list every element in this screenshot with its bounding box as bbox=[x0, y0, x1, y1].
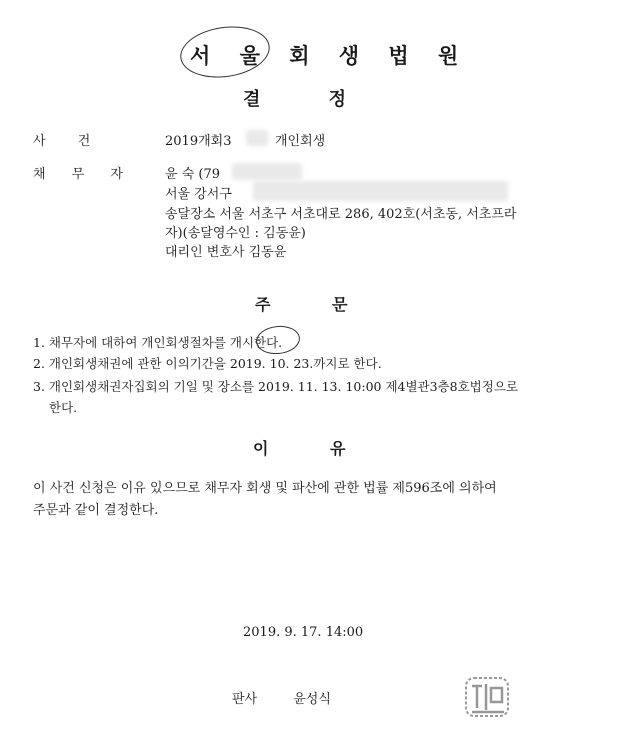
service-address-line1: 송달장소 서울 서초구 서초대로 286, 402호(서초동, 서초프라 bbox=[165, 207, 517, 222]
judge-seal-stamp bbox=[458, 672, 516, 722]
order-section-title: 주 문 bbox=[255, 295, 348, 314]
reason-text: 이 사건 신청은 이유 있으므로 채무자 회생 및 파산에 관한 법률 제596조에 의하여 bbox=[33, 481, 497, 496]
case-type: 개인회생 bbox=[275, 134, 326, 149]
case-number: 2019개회3 bbox=[165, 134, 232, 149]
order-item: 2. 개인회생채권에 관한 이의기간을 2019. 10. 23.까지로 한다. bbox=[33, 356, 382, 371]
order-item: 3. 개인회생채권자집회의 기일 및 장소를 2019. 11. 13. 10:00 제4별관3층8호법정으로 bbox=[33, 379, 518, 394]
debtor-label: 채 무 자 bbox=[33, 167, 123, 182]
handwritten-circle-mark bbox=[255, 324, 302, 356]
order-item: 1. 채무자에 대하여 개인회생절차를 개시한다. bbox=[33, 335, 283, 350]
redaction bbox=[246, 130, 268, 146]
document-title: 결 정 bbox=[243, 89, 347, 110]
reason-section-title: 이 유 bbox=[253, 439, 346, 458]
court-name: 서 울 회 생 법 원 bbox=[190, 44, 470, 68]
decision-date: 2019. 9. 17. 14:00 bbox=[243, 625, 364, 640]
order-item-continuation: 한다. bbox=[49, 400, 78, 415]
attorney-line: 대리인 변호사 김동윤 bbox=[165, 245, 287, 260]
reason-text: 주문과 같이 결정한다. bbox=[33, 503, 159, 518]
debtor-name: 윤 숙 (79 bbox=[165, 167, 220, 182]
redaction bbox=[232, 163, 302, 180]
debtor-address: 서울 강서구 bbox=[165, 187, 232, 202]
judge-name: 판사 윤성식 bbox=[232, 692, 331, 707]
case-label: 사 건 bbox=[33, 134, 91, 149]
redaction bbox=[253, 181, 508, 201]
service-address-line2: 자)(송달영수인 : 김동윤) bbox=[165, 226, 306, 241]
handwritten-circle-mark bbox=[177, 21, 273, 83]
